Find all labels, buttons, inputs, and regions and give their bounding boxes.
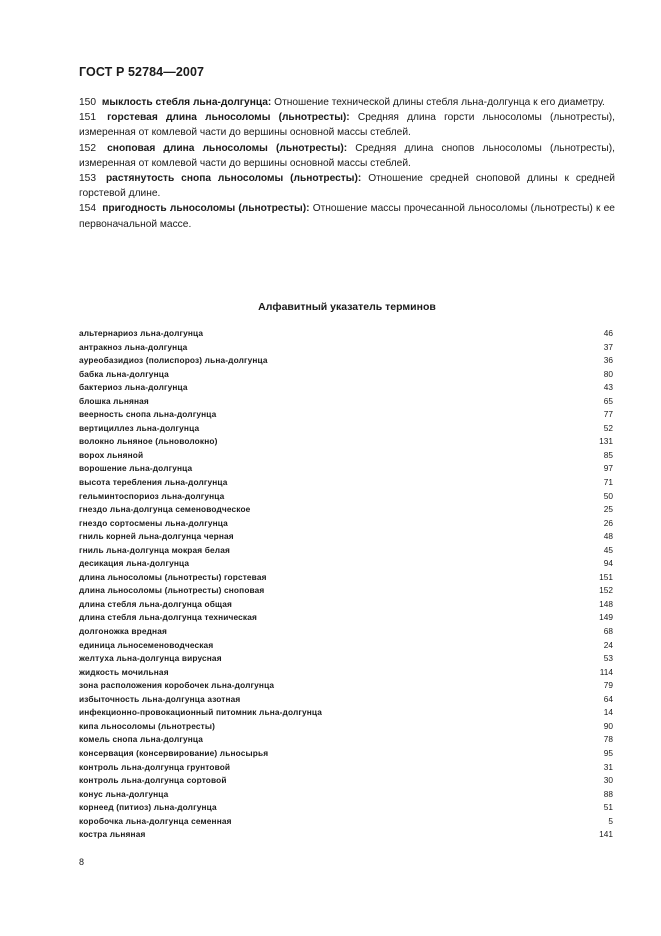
index-entry bbox=[79, 354, 613, 368]
index-term: гниль корней льна-долгунца черная bbox=[79, 531, 234, 542]
definition-number: 154 bbox=[79, 203, 96, 215]
index-entry bbox=[79, 611, 613, 625]
index-page-ref: 31 bbox=[603, 761, 613, 772]
index-page-ref: 48 bbox=[603, 531, 613, 542]
index-entry bbox=[79, 815, 613, 829]
index-term: единица льносеменоводческая bbox=[79, 639, 214, 650]
index-page-ref: 53 bbox=[603, 653, 613, 664]
definition-term: горстевая длина льносоломы (льнотресты): bbox=[107, 112, 350, 124]
index-page-ref: 148 bbox=[599, 598, 613, 609]
index-term: антракноз льна-долгунца bbox=[79, 341, 188, 352]
index-title: Алфавитный указатель терминов bbox=[258, 301, 436, 313]
index-entry bbox=[79, 557, 613, 571]
index-entry bbox=[79, 788, 613, 802]
index-page-ref: 152 bbox=[599, 585, 613, 596]
index-page-ref: 65 bbox=[603, 395, 613, 406]
index-page-ref: 79 bbox=[603, 680, 613, 691]
definition-entry bbox=[79, 95, 615, 110]
index-term: долгоножка вредная bbox=[79, 626, 167, 637]
index-page-ref: 90 bbox=[603, 720, 613, 731]
index-page-ref: 5 bbox=[608, 815, 613, 826]
index-list bbox=[79, 327, 613, 842]
index-term: комель снопа льна-долгунца bbox=[79, 734, 204, 745]
index-term: желтуха льна-долгунца вирусная bbox=[79, 653, 222, 664]
index-entry bbox=[79, 462, 613, 476]
index-term: ауреобазидиоз (полиспороз) льна-долгунца bbox=[79, 355, 268, 366]
index-page-ref: 97 bbox=[603, 463, 613, 474]
index-term: коробочка льна-долгунца семенная bbox=[79, 815, 232, 826]
definition-entry bbox=[79, 141, 615, 171]
index-page-ref: 37 bbox=[603, 341, 613, 352]
definition-number: 151 bbox=[79, 112, 96, 124]
index-entry bbox=[79, 490, 613, 504]
index-page-ref: 88 bbox=[603, 788, 613, 799]
index-term: блошка льняная bbox=[79, 395, 149, 406]
index-term: костра льняная bbox=[79, 829, 146, 840]
index-term: гнездо льна-долгунца семеноводческое bbox=[79, 504, 251, 515]
index-entry bbox=[79, 625, 613, 639]
index-term: длина стебля льна-долгунца техническая bbox=[79, 612, 257, 623]
index-entry bbox=[79, 828, 613, 842]
index-page-ref: 51 bbox=[603, 802, 613, 813]
index-entry bbox=[79, 747, 613, 761]
definition-text: Отношение технической длины стебля льна-долгунца к его диаметру. bbox=[274, 97, 605, 108]
index-entry bbox=[79, 720, 613, 734]
index-term: ворох льняной bbox=[79, 449, 144, 460]
index-term: высота теребления льна-долгунца bbox=[79, 477, 228, 488]
definition-text: Средняя длина горсти льносоломы (льнотресты), измеренная от комлевой части до вершины основной массы стеблей. bbox=[79, 112, 615, 139]
index-page-ref: 46 bbox=[603, 328, 613, 338]
definition-number: 153 bbox=[79, 173, 96, 185]
index-entry bbox=[79, 801, 613, 815]
index-term: инфекционно-провокационный питомник льна-долгунца bbox=[79, 707, 323, 718]
definition-number: 150 bbox=[79, 97, 96, 108]
index-term: кипа льносоломы (льнотресты) bbox=[79, 720, 216, 731]
index-entry bbox=[79, 761, 613, 775]
index-entry bbox=[79, 449, 613, 463]
index-term: десикация льна-долгунца bbox=[79, 558, 190, 569]
index-term: длина стебля льна-долгунца общая bbox=[79, 598, 232, 609]
index-entry bbox=[79, 544, 613, 558]
index-page-ref: 52 bbox=[603, 422, 613, 433]
index-page-ref: 95 bbox=[603, 747, 613, 758]
index-entry bbox=[79, 517, 613, 531]
index-entry bbox=[79, 503, 613, 517]
index-page-ref: 25 bbox=[603, 504, 613, 515]
index-term: зона расположения коробочек льна-долгунца bbox=[79, 680, 275, 691]
index-entry bbox=[79, 733, 613, 747]
definitions-section bbox=[79, 95, 615, 232]
definition-term: сноповая длина льносоломы (льнотресты): bbox=[107, 142, 348, 154]
definition-entry bbox=[79, 171, 615, 201]
page-number: 8 bbox=[79, 857, 85, 867]
index-term: альтернариоз льна-долгунца bbox=[79, 328, 204, 338]
definition-term: мыклость стебля льна-долгунца: bbox=[101, 97, 272, 108]
index-page-ref: 24 bbox=[603, 639, 613, 650]
index-entry bbox=[79, 639, 613, 653]
index-term: гельминтоспориоз льна-долгунца bbox=[79, 490, 225, 501]
index-page-ref: 78 bbox=[603, 734, 613, 745]
index-page-ref: 71 bbox=[603, 477, 613, 488]
index-page-ref: 77 bbox=[603, 409, 613, 420]
index-term: контроль льна-долгунца грунтовой bbox=[79, 761, 231, 772]
index-entry bbox=[79, 368, 613, 382]
index-term: контроль льна-долгунца сортовой bbox=[79, 775, 227, 786]
index-page-ref: 45 bbox=[603, 544, 613, 555]
index-entry bbox=[79, 408, 613, 422]
index-entry bbox=[79, 706, 613, 720]
index-page-ref: 131 bbox=[599, 436, 613, 447]
index-entry bbox=[79, 571, 613, 585]
index-term: гниль льна-долгунца мокрая белая bbox=[79, 544, 230, 555]
definition-entry bbox=[79, 201, 615, 231]
index-page-ref: 85 bbox=[603, 449, 613, 460]
definition-text: Средняя длина снопов льносоломы (льнотресты), измеренная от комлевой части до вершины основной массы стеблей. bbox=[79, 142, 615, 169]
index-entry bbox=[79, 530, 613, 544]
index-term: бактериоз льна-долгунца bbox=[79, 382, 188, 393]
index-term: веерность снопа льна-долгунца bbox=[79, 409, 217, 420]
index-page-ref: 64 bbox=[603, 693, 613, 704]
definition-text: Отношение массы прочесанной льносоломы (льнотресты) к ее первоначальной массе. bbox=[79, 203, 615, 230]
index-entry bbox=[79, 774, 613, 788]
index-page-ref: 149 bbox=[599, 612, 613, 623]
index-entry bbox=[79, 666, 613, 680]
index-term: длина льносоломы (льнотресты) сноповая bbox=[79, 585, 265, 596]
index-term: вертициллез льна-долгунца bbox=[79, 422, 200, 433]
index-entry bbox=[79, 381, 613, 395]
index-term: избыточность льна-долгунца азотная bbox=[79, 693, 241, 704]
index-page-ref: 114 bbox=[599, 666, 613, 677]
index-term: гнездо сортосмены льна-долгунца bbox=[79, 517, 228, 528]
index-page-ref: 36 bbox=[603, 355, 613, 366]
index-term: консервация (консервирование) льносырья bbox=[79, 747, 269, 758]
index-entry bbox=[79, 679, 613, 693]
index-term: корнеед (питиоз) льна-долгунца bbox=[79, 802, 217, 813]
index-entry bbox=[79, 327, 613, 341]
definition-term: растянутость снопа льносоломы (льнотресты): bbox=[105, 173, 362, 185]
index-entry bbox=[79, 476, 613, 490]
index-page-ref: 68 bbox=[603, 626, 613, 637]
index-page-ref: 94 bbox=[603, 558, 613, 569]
index-entry bbox=[79, 652, 613, 666]
index-page-ref: 43 bbox=[603, 382, 613, 393]
index-page-ref: 50 bbox=[603, 490, 613, 501]
index-entry bbox=[79, 422, 613, 436]
index-term: длина льносоломы (льнотресты) горстевая bbox=[79, 571, 267, 582]
definition-entry bbox=[79, 110, 615, 140]
document-header: ГОСТ Р 52784—2007 bbox=[79, 65, 205, 79]
index-page-ref: 141 bbox=[599, 829, 613, 840]
index-term: конус льна-долгунца bbox=[79, 788, 169, 799]
index-page-ref: 30 bbox=[603, 775, 613, 786]
index-entry bbox=[79, 584, 613, 598]
index-page-ref: 151 bbox=[599, 571, 613, 582]
index-page-ref: 14 bbox=[603, 707, 613, 718]
index-entry bbox=[79, 341, 613, 355]
index-entry bbox=[79, 395, 613, 409]
index-term: бабка льна-долгунца bbox=[79, 368, 169, 379]
definition-number: 152 bbox=[79, 142, 96, 154]
index-term: жидкость мочильная bbox=[79, 666, 169, 677]
index-page-ref: 26 bbox=[603, 517, 613, 528]
index-term: волокно льняное (льноволокно) bbox=[79, 436, 218, 447]
index-term: ворошение льна-долгунца bbox=[79, 463, 193, 474]
index-entry bbox=[79, 693, 613, 707]
index-entry bbox=[79, 598, 613, 612]
index-entry bbox=[79, 435, 613, 449]
definition-text: Отношение средней сноповой длины к средней горстевой длине. bbox=[79, 173, 615, 200]
index-page-ref: 80 bbox=[603, 368, 613, 379]
definition-term: пригодность льносоломы (льнотресты): bbox=[102, 203, 310, 215]
